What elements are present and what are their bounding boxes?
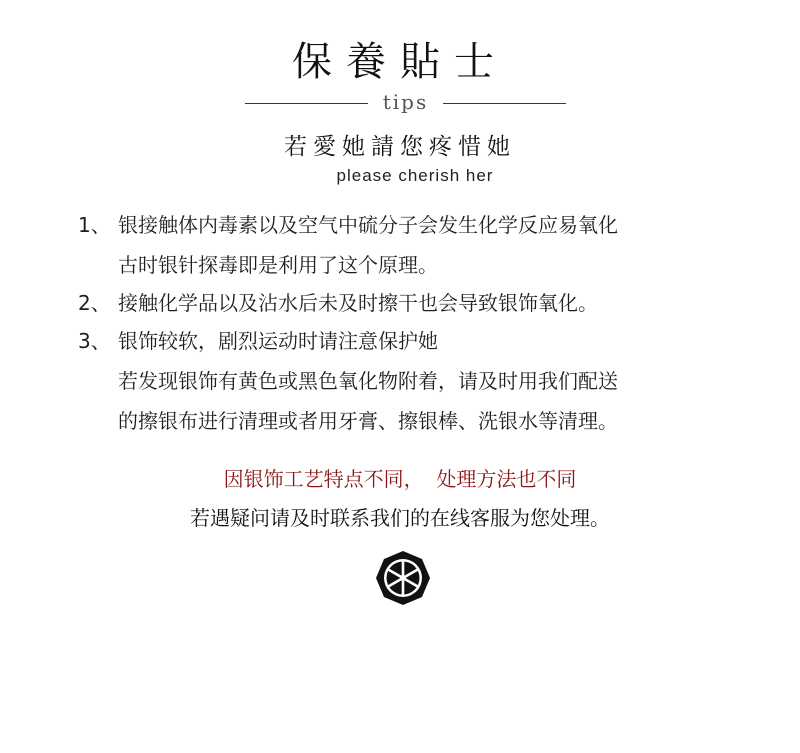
tip-3-text: 银饰较软，剧烈运动时请注意保护她: [118, 329, 438, 353]
subtitle-english: please cherish her: [336, 166, 494, 185]
tip-2-number: 2、: [78, 291, 111, 315]
subtitle: 若愛她請您疼惜她: [284, 134, 516, 160]
tips-label: tips: [382, 90, 429, 114]
tip-1-number: 1、: [78, 213, 111, 237]
tip-1-line-2: 古时银针探毒即是利用了这个原理。: [118, 253, 438, 277]
divider-right: [443, 103, 566, 104]
page-title: 保養貼士: [292, 39, 508, 85]
divider-left: [245, 103, 368, 104]
tip-3-line-1: [78, 329, 438, 353]
tip-3-line-2: 若发现银饰有黄色或黑色氧化物附着，请及时用我们配送: [118, 369, 618, 393]
tip-3-line-3: 的擦银布进行清理或者用牙膏、擦银棒、洗银水等清理。: [118, 409, 618, 433]
tip-1-line-1: [78, 213, 618, 237]
orange-slice-icon: [375, 550, 431, 606]
notice-text: 若遇疑问请及时联系我们的在线客服为您处理。: [190, 506, 610, 530]
tip-2-text: 接触化学品以及沾水后未及时擦干也会导致银饰氧化。: [118, 291, 598, 315]
tip-1-text: 银接触体内毒素以及空气中硫分子会发生化学反应易氧化: [118, 213, 618, 237]
notice-highlight: 因银饰工艺特点不同， 处理方法也不同: [223, 467, 577, 491]
tip-3-number: 3、: [78, 329, 111, 353]
tip-2-line-1: [78, 291, 598, 315]
